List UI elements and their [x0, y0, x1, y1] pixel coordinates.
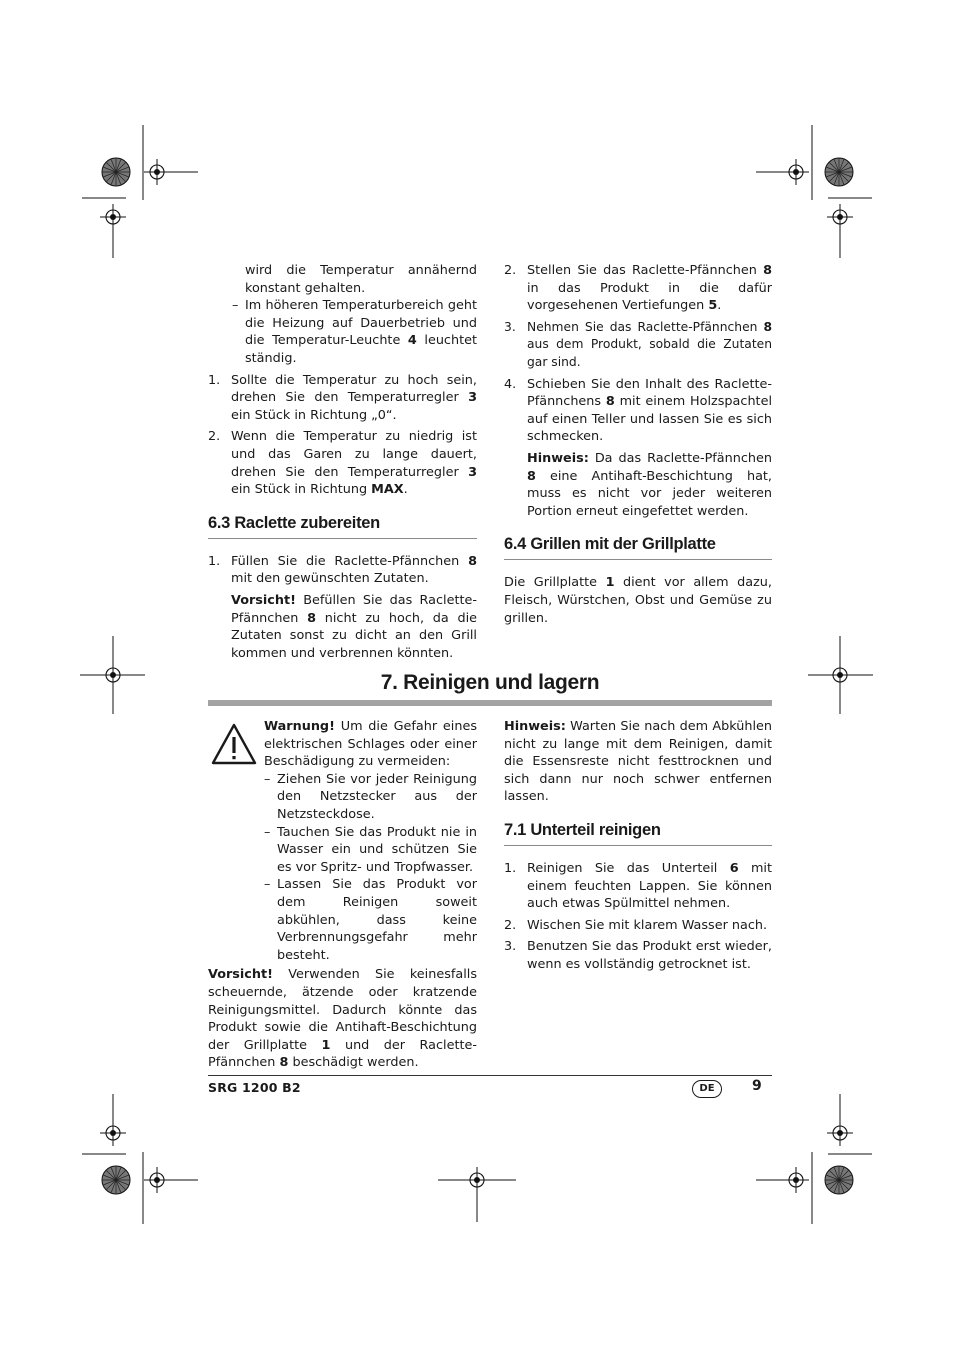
- list-item: 2. Stellen Sie das Raclette-Pfännchen 8 in das Produkt in die dafür vorgesehenen Vertiefungen 5.: [504, 263, 772, 314]
- registration-star-icon: [825, 1166, 853, 1194]
- registration-cross-icon: [464, 1167, 490, 1193]
- heading-6-4: 6.4 Grillen mit der Grillplatte: [504, 534, 772, 560]
- hint-label: Hinweis:: [504, 719, 566, 734]
- registration-cross-icon: [144, 1167, 170, 1193]
- caution-label: Vorsicht!: [208, 967, 273, 983]
- column-bottom-left: [208, 718, 477, 1072]
- list-item: 3. Benutzen Sie das Produkt erst wieder, wenn es vollständig getrocknet ist.: [504, 939, 772, 972]
- footer-rule: [208, 1075, 772, 1076]
- list-item: 3. Nehmen Sie das Raclette-Pfännchen 8 aus dem Produkt, sobald die Zutaten gar sind.: [504, 319, 772, 369]
- list-item: 1. Füllen Sie die Raclette-Pfännchen 8 mit den gewünschten Zutaten.: [208, 553, 477, 587]
- footer-model: SRG 1200 B2: [208, 1080, 301, 1095]
- registration-star-icon: [102, 1166, 130, 1194]
- column-bottom-right: [504, 718, 772, 974]
- registration-cross-icon: [783, 159, 809, 185]
- registration-cross-icon: [100, 1120, 126, 1146]
- dash-item-high-temp: – Im höheren Temperaturbereich geht die Heizung auf Dauerbetrieb und die Temperatur-Leuchte 4 leuchtet ständig.: [232, 298, 477, 366]
- warning-label: Warnung!: [264, 719, 335, 734]
- registration-cross-icon: [827, 1120, 853, 1146]
- warning-triangle-icon: [210, 722, 258, 766]
- list-item: 2. Wischen Sie mit klarem Wasser nach.: [504, 917, 768, 933]
- heading-6-3: 6.3 Raclette zubereiten: [208, 513, 477, 539]
- warning-block: [208, 718, 477, 771]
- registration-cross-icon: [827, 204, 853, 230]
- hint-label: Hinweis:: [527, 450, 589, 466]
- caution-note: Vorsicht! Verwenden Sie keinesfalls scheuernde, ätzende oder kratzende Reinigungsmittel. Dadurch könnte das Produkt sowie die Antihaft-Beschichtung der Grillplatte 1 und der Raclette-Pfännchen 8 beschädigt werden.: [208, 967, 478, 1071]
- dash-bullet: –: [232, 298, 239, 314]
- list-item: 4. Schieben Sie den Inhalt des Raclette-Pfännchens 8 mit einem Holzspachtel auf einen Teller und lassen Sie es sich schmecken.: [504, 376, 772, 445]
- page-number: 9: [752, 1078, 762, 1094]
- continued-paragraph: wird die Temperatur annähernd konstant gehalten.: [245, 263, 477, 296]
- registration-cross-icon: [827, 662, 853, 688]
- caution-note: Vorsicht! Befüllen Sie das Raclette-Pfännchen 8 nicht zu hoch, da die Zutaten sonst zu dicht an den Grill kommen und verbrennen könnten.: [231, 592, 477, 661]
- hint-note: Hinweis: Warten Sie nach dem Abkühlen nicht zu lange mit dem Reinigen, damit die Essensreste nicht festtrocknen und sich dann nur noch schwer entfernen lassen.: [504, 719, 772, 805]
- heading-7-1: 7.1 Unterteil reinigen: [504, 820, 772, 846]
- column-top-left: [208, 262, 477, 662]
- warning-dash-item: – Ziehen Sie vor jeder Reinigung den Netzstecker aus der Netzsteckdose.: [264, 771, 477, 822]
- column-top-right: [504, 262, 772, 627]
- section-7-rule: [208, 700, 772, 706]
- registration-star-icon: [825, 158, 853, 186]
- list-item: 1. Reinigen Sie das Unterteil 6 mit einem feuchten Lappen. Sie können auch etwas Spülmittel nehmen.: [504, 860, 772, 912]
- grill-paragraph: Die Grillplatte 1 dient vor allem dazu, Fleisch, Würstchen, Obst und Gemüse zu grillen.: [504, 575, 772, 626]
- hint-note: Hinweis: Da das Raclette-Pfännchen 8 eine Antihaft-Beschichtung hat, muss es nicht vor jeder weiteren Portion erneut eingefettet werden.: [527, 450, 772, 519]
- registration-cross-icon: [144, 159, 170, 185]
- section-7-title: 7. Reinigen und lagern: [380, 671, 600, 694]
- warning-text: Warnung! Um die Gefahr eines elektrischen Schlages oder einer Beschädigung zu vermeiden:: [264, 719, 477, 770]
- registration-cross-icon: [100, 662, 126, 688]
- list-item: 1. Sollte die Temperatur zu hoch sein, drehen Sie den Temperaturregler 3 ein Stück in Richtung „0“.: [208, 372, 477, 423]
- registration-cross-icon: [100, 204, 126, 230]
- language-badge: DE: [692, 1080, 722, 1098]
- warning-dash-item: – Tauchen Sie das Produkt nie in Wasser ein und schützen Sie es vor Spritz- und Tropfwasser.: [264, 824, 477, 875]
- list-item: 2. Wenn die Temperatur zu niedrig ist und das Garen zu lange dauert, drehen Sie den Temperaturregler 3 ein Stück in Richtung MAX.: [208, 429, 477, 498]
- warning-dash-item: – Lassen Sie das Produkt vor dem Reinigen soweit abkühlen, dass keine Verbrennungsgefahr mehr besteht.: [264, 877, 477, 963]
- caution-label: Vorsicht!: [231, 592, 296, 608]
- registration-cross-icon: [783, 1167, 809, 1193]
- registration-star-icon: [102, 158, 130, 186]
